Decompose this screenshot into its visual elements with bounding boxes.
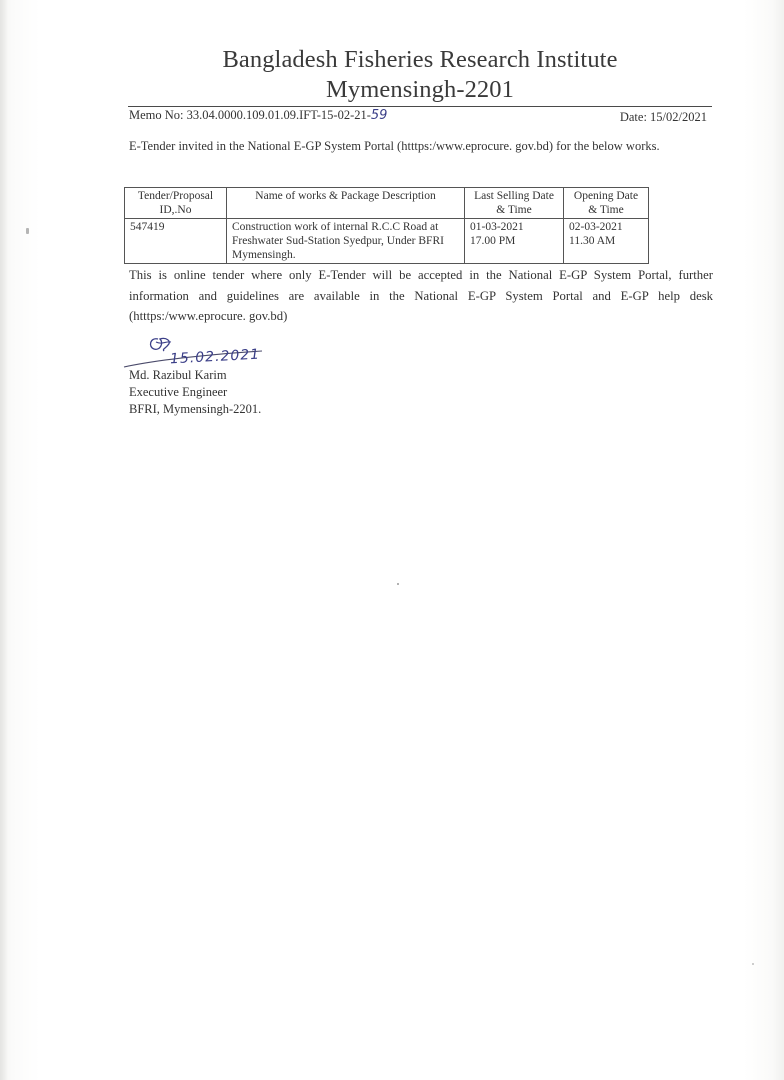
- header-opening: Opening Date & Time: [564, 188, 649, 219]
- last-selling-time: 17.00 PM: [470, 235, 516, 247]
- signatory-office: BFRI, Mymensingh-2201.: [129, 402, 262, 416]
- memo-date: Date: 15/02/2021: [619, 110, 707, 124]
- signatory-name: Md. Razibul Karim: [129, 368, 227, 382]
- cell-works-description: Construction work of internal R.C.C Road at Freshwater Sud-Station Syedpur, Under BFRI Mymensingh.: [227, 219, 465, 264]
- opening-time: 11.30 AM: [569, 235, 616, 247]
- header-rule: [128, 106, 712, 107]
- scan-speck: [26, 228, 29, 234]
- page-edge-shadow: [0, 0, 8, 1080]
- institute-location: Mymensingh-2201: [326, 76, 514, 103]
- tender-table: [124, 187, 649, 264]
- header-last-selling: Last Selling Date & Time: [465, 188, 564, 219]
- header-works-description: Name of works & Package Description: [227, 188, 465, 219]
- notice-paragraph: This is online tender where only E-Tender will be accepted in the National E-GP System Portal, further information and guidelines are available in the National E-GP System Portal and E-GP help desk (htttps:/www.eprocure. gov.bd): [129, 268, 713, 323]
- intro-paragraph: E-Tender invited in the National E-GP System Portal (htttps:/www.eprocure. gov.bd) for the below works.: [129, 139, 660, 153]
- memo-handwritten-suffix: 59: [370, 108, 388, 123]
- cell-tender-id: 547419: [125, 219, 227, 264]
- signatory-designation: Executive Engineer: [129, 385, 228, 399]
- last-selling-date: 01-03-2021: [470, 221, 524, 233]
- scan-speck: [752, 963, 754, 965]
- signatory-block: [129, 367, 261, 418]
- memo-number: [129, 108, 387, 123]
- header-tender-id: Tender/Proposal ID,.No: [125, 188, 227, 219]
- opening-date: 02-03-2021: [569, 221, 623, 233]
- cell-opening: [564, 219, 649, 264]
- table-header-row: [125, 188, 649, 219]
- institute-title: Bangladesh Fisheries Research Institute: [222, 46, 618, 73]
- scan-speck: [397, 583, 399, 585]
- cell-last-selling: [465, 219, 564, 264]
- memo-label: Memo No: 33.04.0000.109.01.09.IFT-15-02-21-: [129, 108, 371, 122]
- signature-handwritten-date: 15.02.2021: [169, 346, 261, 368]
- table-row: [125, 219, 649, 264]
